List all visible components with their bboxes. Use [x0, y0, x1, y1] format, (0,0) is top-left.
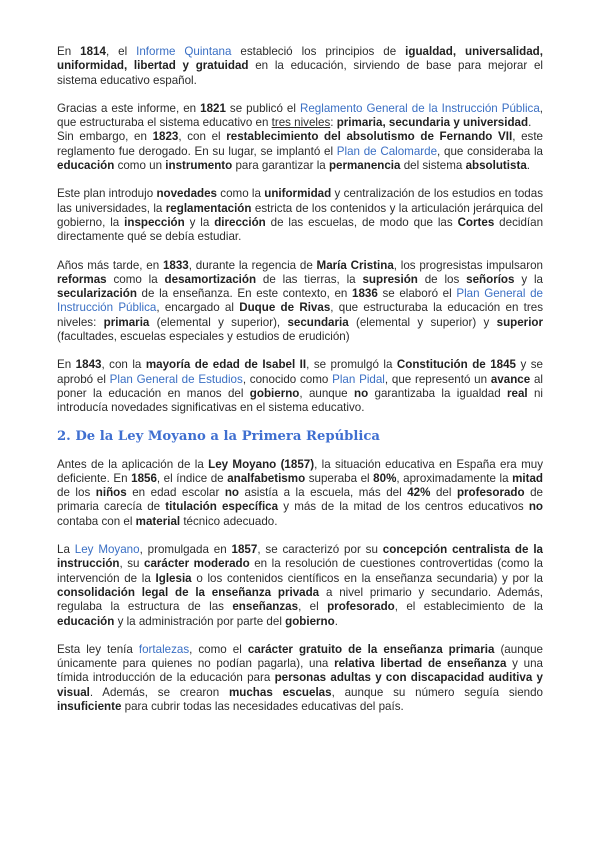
bold-text: gobierno [249, 386, 300, 400]
bold-text: no [224, 486, 240, 500]
bold-text: 1836 [352, 287, 378, 301]
text-run: superaba el [305, 471, 374, 485]
text-run: , que estructuraba el sistema educativo en [57, 101, 544, 130]
paragraph-situacion-1856 [57, 458, 543, 529]
bold-text: mayoría de edad de Isabel II [145, 358, 307, 372]
bold-text: enseñanzas [232, 600, 299, 614]
bold-text: 1833 [162, 258, 189, 272]
text-run: en la resolución de cuestiones controvertidas (como la intervención de la [57, 557, 543, 585]
bold-text: novedades [156, 187, 218, 201]
text-run: como un [114, 159, 166, 173]
text-run: Antes de la aplicación de la [57, 457, 209, 471]
bold-text: no [353, 386, 369, 400]
text-run: al poner la educación en manos del [57, 372, 543, 400]
text-run: , el [105, 45, 137, 58]
text-run: de las escuelas, de modo que las [265, 215, 458, 229]
text-run: , conocido como [242, 372, 333, 386]
text-run: de primaria carecía de [57, 486, 543, 514]
paragraph-1833 [57, 259, 543, 345]
link-text[interactable]: Plan General de Estudios [109, 372, 243, 386]
bold-text: 1857 [231, 543, 258, 557]
bold-text: educación [57, 614, 115, 628]
text-run: estableció los principios de [231, 45, 406, 58]
text-run: , el índice de [156, 471, 228, 485]
text-run: técnico adecuado. [180, 514, 278, 528]
text-run: . [334, 614, 338, 628]
text-run: y una tímida introducción de la educación para [57, 657, 543, 685]
text-run: del [430, 486, 457, 500]
link-text[interactable]: Plan Pidal [332, 372, 385, 386]
bold-text: desamortización [164, 272, 257, 286]
text-run: , el [298, 600, 328, 614]
text-run: , que estructuraba la educación en tres niveles: [57, 301, 543, 329]
text-run: , que representó un [384, 372, 491, 386]
text-run: , con la [101, 358, 146, 372]
text-run: (elemental y superior), [149, 315, 288, 329]
text-run: (elemental y superior) y [348, 315, 497, 329]
text-run: se elaboró el [377, 287, 457, 301]
bold-text: avance [490, 372, 531, 386]
text-run: Sin embargo, en [57, 130, 153, 144]
text-run: , encargado al [156, 301, 240, 315]
text-run: y la [514, 272, 543, 286]
bold-text: material [135, 514, 181, 528]
text-run: : [330, 116, 337, 130]
link-text[interactable]: Ley Moyano [74, 543, 140, 557]
bold-text: titulación específica [165, 500, 279, 514]
text-run: La [57, 543, 75, 557]
bold-text: niños [95, 486, 127, 500]
text-run: , se promulgó la [306, 358, 397, 372]
text-run: del sistema [400, 159, 466, 173]
text-run: de los [417, 272, 467, 286]
bold-text: absolutista [465, 159, 527, 173]
bold-text: permanencia [328, 159, 401, 173]
bold-text: carácter moderado [144, 557, 250, 571]
text-run: y la [184, 215, 215, 229]
text-run: para garantizar la [232, 159, 329, 173]
link-text[interactable]: Informe Quintana [136, 45, 232, 58]
bold-text: Constitución de 1845 [396, 358, 516, 372]
bold-text: personas adultas y con discapacidad auditiva y visual [57, 671, 543, 699]
text-run: decidían directamente qué se debía estudiar. [57, 215, 544, 244]
text-run: se publicó el [225, 101, 300, 115]
text-run: estricta de los contenidos y la articulación jerárquica del gobierno, la [57, 201, 543, 229]
text-run: Este plan introdujo [57, 187, 157, 201]
text-run: contaba con el [57, 514, 136, 528]
bold-text: señoríos [466, 272, 515, 286]
bold-text: real [507, 386, 528, 400]
bold-text: gobierno [285, 614, 335, 628]
text-run: , su [119, 557, 145, 571]
text-run: , con el [178, 130, 227, 144]
underlined-text: tres niveles [271, 116, 331, 130]
bold-text: primaria [103, 315, 150, 329]
link-text[interactable]: Reglamento General de la Instrucción Pública [299, 101, 540, 115]
bold-text: reformas [57, 272, 107, 286]
text-run: , el establecimiento de la [394, 600, 543, 614]
text-run: para cubrir todas las necesidades educativas del país. [121, 699, 404, 713]
bold-text: consolidación legal de la enseñanza privada [57, 585, 320, 599]
paragraph-plan-novedades [57, 187, 543, 244]
text-run: . [528, 116, 532, 130]
bold-text: 42% [407, 486, 431, 500]
bold-text: uniformidad [264, 187, 332, 201]
paragraph-fortalezas [57, 643, 543, 714]
bold-text: instrumento [165, 159, 233, 173]
text-run: asistía a la escuela, más del [239, 486, 408, 500]
text-run: y se aprobó el [57, 358, 543, 386]
text-run: ni introducía novedades significativas en el sistema educativo. [57, 386, 544, 415]
text-run: como la [106, 272, 165, 286]
bold-text: superior [496, 315, 544, 329]
bold-text: concepción centralista de la instrucción [57, 543, 543, 571]
text-run: de las tierras, la [256, 272, 363, 286]
text-run: , como el [189, 642, 248, 656]
bold-text: Cortes [457, 215, 495, 229]
section-heading: 2. De la Ley Moyano a la Primera República [57, 428, 380, 444]
text-run: garantizaba la igualdad [368, 386, 507, 400]
paragraph-1821 [57, 102, 543, 131]
paragraph-ley-moyano [57, 543, 543, 629]
bold-text: primaria, secundaria y universidad [336, 116, 529, 130]
bold-text: profesorado [327, 600, 395, 614]
text-run: a nivel primario y secundario. Además, regulaba la estructura de las [57, 585, 544, 614]
link-text[interactable]: Plan General de Instrucción Pública [57, 287, 543, 315]
text-run: y centralización de los estudios en todas las universidades, la [57, 187, 544, 215]
bold-text: reglamentación [165, 201, 252, 215]
text-run: , promulgada en [139, 543, 232, 557]
bold-text: María Cristina [316, 258, 394, 272]
text-run: Gracias a este informe, en [57, 101, 201, 115]
paragraph-1823 [57, 130, 543, 173]
text-run: , aunque su número seguía siendo [331, 685, 544, 699]
paragraph-1843 [57, 358, 543, 415]
bold-text: no [528, 500, 544, 514]
text-run: En [57, 45, 81, 58]
bold-text: inspección [124, 215, 185, 229]
text-run: de los [57, 486, 96, 500]
text-run: , los progresistas impulsaron [393, 258, 543, 272]
text-run: y la administración por parte del [114, 614, 286, 628]
text-run: de la enseñanza. En este contexto, en [136, 287, 352, 301]
bold-text: Iglesia [155, 571, 192, 585]
text-run: (aunque únicamente para quienes no podían pagarla), una [57, 642, 543, 671]
bold-text: 80% [373, 471, 397, 485]
bold-text: 1856 [131, 471, 157, 485]
text-run: , que consideraba la [437, 144, 543, 158]
paragraph-1814 [57, 45, 543, 88]
bold-text: secularización [57, 287, 137, 301]
link-text[interactable]: fortalezas [138, 642, 190, 656]
bold-text: 1843 [75, 358, 102, 372]
text-run: , la situación educativa en España era muy deficiente. En [57, 457, 544, 485]
text-run: , se caracterizó por su [257, 543, 383, 557]
bold-text: mitad [512, 471, 543, 485]
bold-text: insuficiente [57, 699, 122, 713]
bold-text: Ley Moyano (1857) [208, 457, 315, 471]
text-run: . Además, se crearon [89, 685, 229, 699]
text-run: en la educación, sirviendo de base para mejorar el sistema educativo español. [57, 59, 543, 87]
bold-text: Duque de Rivas [239, 301, 331, 315]
bold-text: profesorado [456, 486, 525, 500]
text-run: como la [217, 187, 265, 201]
bold-text: dirección [214, 215, 266, 229]
text-run: en edad escolar [126, 486, 225, 500]
text-run: , aunque [299, 386, 354, 400]
text-run: , este reglamento fue derogado. En su lugar, se implantó el [57, 130, 543, 158]
text-run: Años más tarde, en [57, 258, 163, 272]
text-run: (facultades, escuelas especiales y estudios de erudición) [57, 330, 350, 344]
bold-text: analfabetismo [227, 471, 306, 485]
text-run: , aproximadamente la [396, 471, 513, 485]
text-run: o los contenidos científicos en la enseñanza secundaria) y por la [191, 571, 543, 585]
bold-text: igualdad, universalidad, uniformidad, libertad y gratuidad [57, 45, 543, 73]
bold-text: supresión [362, 272, 418, 286]
bold-text: secundaria [287, 315, 349, 329]
bold-text: restablecimiento del absolutismo de Fernando VII [226, 130, 513, 144]
text-run: , durante la regencia de [188, 258, 317, 272]
bold-text: 1821 [200, 101, 226, 115]
text-run: y más de la mitad de los centros educativos [278, 500, 529, 514]
bold-text: carácter gratuito de la enseñanza primaria [247, 642, 495, 656]
bold-text: 1823 [152, 130, 179, 144]
text-run: Esta ley tenía [57, 642, 139, 656]
bold-text: relativa libertad de enseñanza [334, 657, 507, 671]
text-run: . [526, 159, 530, 173]
bold-text: muchas escuelas [228, 685, 332, 699]
bold-text: educación [57, 159, 115, 173]
link-text[interactable]: Plan de Calomarde [336, 144, 438, 158]
text-run: En [57, 358, 76, 372]
bold-text: 1814 [80, 45, 106, 58]
